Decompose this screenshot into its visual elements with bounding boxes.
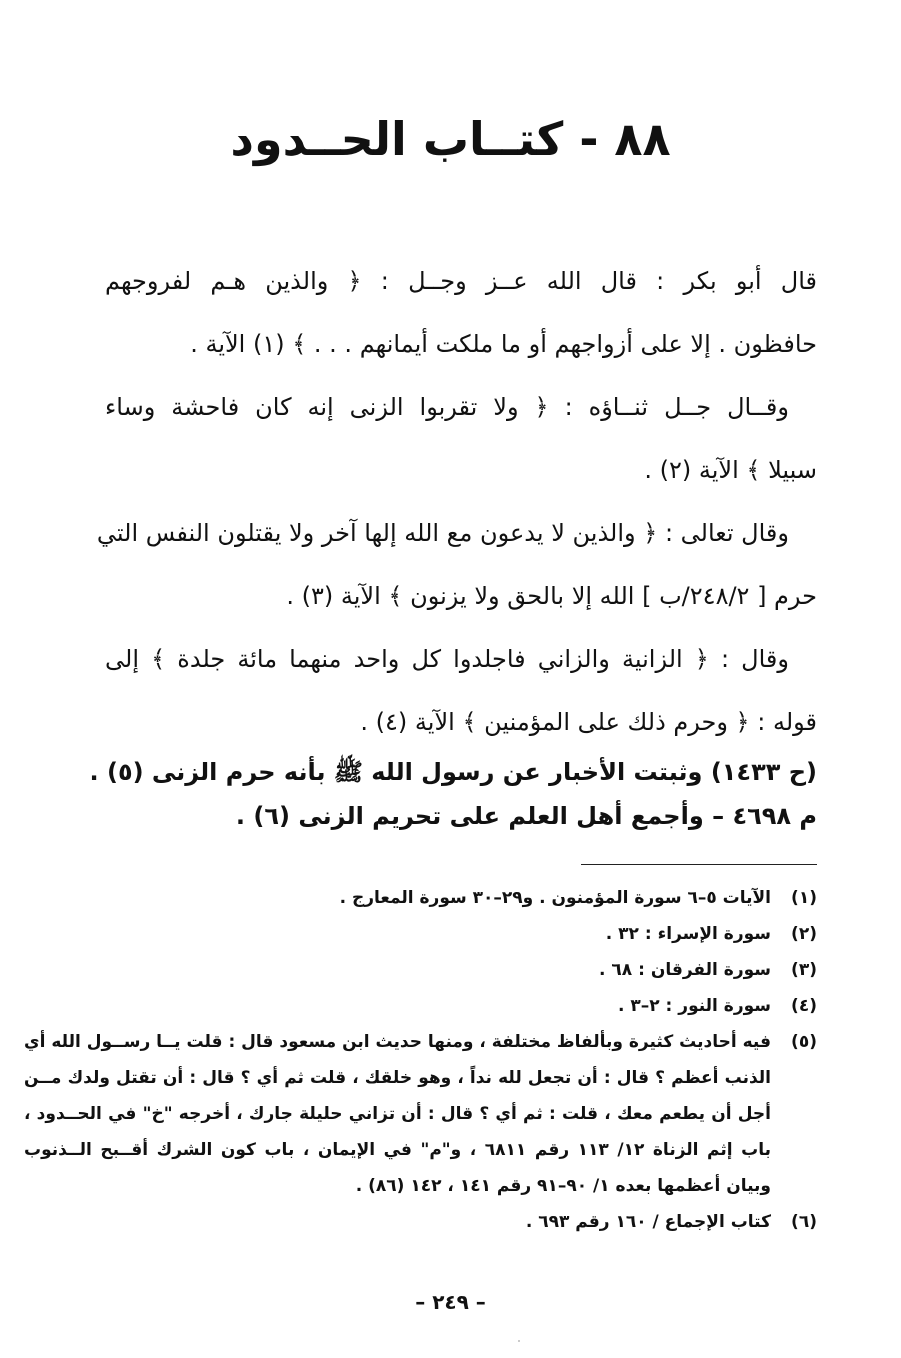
paragraph-3-line-2: حرم [ ٢٤٨/٢/ب ] الله إلا بالحق ولا يزنون ﴾ الآية (٣) . <box>286 582 817 610</box>
footnote-text: الذنب أعظم ؟ قال : أن تجعل لله نداً ، وهو خلقك ، قلت ثم أي ؟ قال : أن تقتل ولدك مــن <box>24 1068 771 1088</box>
consensus-line: م ٤٦٩٨ – وأجمع أهل العلم على تحريم الزنى (٦) . <box>235 802 817 830</box>
hadith-line: (ح ١٤٣٣) وثبتت الأخبار عن رسول الله ﷺ بأنه حرم الزنى (٥) . <box>89 758 817 786</box>
footnote-1 <box>105 880 817 916</box>
paragraph-4-line-1: وقال : ﴿ الزانية والزاني فاجلدوا كل واحد منهما مائة جلدة ﴾ إلى <box>105 645 789 673</box>
footnote-text: سورة النور : ٢–٣ . <box>617 996 771 1016</box>
paragraph-1-line-1: قال أبو بكر : قال الله عــز وجــل : ﴿ والذين هـم لفروجهم <box>105 267 817 295</box>
hadith-block <box>89 750 817 838</box>
footnote-number: (٢) <box>791 924 817 944</box>
paragraph-3-line-1: وقال تعالى : ﴿ والذين لا يدعون مع الله إلها آخر ولا يقتلون النفس التي <box>96 519 789 547</box>
footnote-4 <box>105 988 817 1024</box>
footnote-text: سورة الفرقان : ٦٨ . <box>599 960 771 980</box>
footnote-2 <box>105 916 817 952</box>
scan-speck <box>518 1340 520 1342</box>
main-text <box>96 250 817 754</box>
paragraph-4-line-2: قوله : ﴿ وحرم ذلك على المؤمنين ﴾ الآية (٤) . <box>360 708 817 736</box>
footnote-text: وبيان أعظمها بعده ١/ ٩٠–٩١ رقم ١٤١ ، ١٤٢ (٨٦) . <box>355 1176 771 1196</box>
footnote-3 <box>105 952 817 988</box>
footnote-text: سورة الإسراء : ٣٢ . <box>605 924 771 944</box>
footnote-number: (٤) <box>791 996 817 1016</box>
page-number: – ٢٤٩ – <box>415 1290 486 1314</box>
footnote-number: (٥) <box>791 1032 817 1052</box>
footnote-5 <box>24 1024 817 1204</box>
footnote-text: أجل أن يطعم معك ، قلت : ثم أي ؟ قال : أن تزاني حليلة جارك ، أخرجه "خ" في الحــدود ، <box>24 1104 771 1124</box>
paragraph-2-line-2: سبيلا ﴾ الآية (٢) . <box>644 456 817 484</box>
footnote-text: كتاب الإجماع / ١٦٠ رقم ٦٩٣ . <box>525 1212 771 1232</box>
paragraph-2-line-1: وقــال جــل ثنــاؤه : ﴿ ولا تقربوا الزنى إنه كان فاحشة وساء <box>105 393 789 421</box>
footnote-text: باب إثم الزناة ١٢/ ١١٣ رقم ٦٨١١ ، و"م" في الإيمان ، باب كون الشرك أقــبح الــذنوب <box>24 1140 771 1160</box>
footnote-text: الآيات ٥–٦ سورة المؤمنون . و٢٩–٣٠ سورة المعارج . <box>339 888 771 908</box>
footnote-number: (٦) <box>791 1212 817 1232</box>
footnotes <box>24 880 817 1240</box>
footnote-text: فيه أحاديث كثيرة وبألفاظ مختلفة ، ومنها حديث ابن مسعود قال : قلت يــا رســول الله أي <box>24 1032 771 1052</box>
chapter-title: ٨٨ - كتــاب الحــدود <box>230 112 671 166</box>
paragraph-1-line-2: حافظون . إلا على أزواجهم أو ما ملكت أيمانهم . . . ﴾ (١) الآية . <box>190 330 817 358</box>
footnote-number: (٣) <box>791 960 817 980</box>
footnote-separator <box>581 864 817 865</box>
footnote-6 <box>105 1204 817 1240</box>
footnote-number: (١) <box>791 888 817 908</box>
